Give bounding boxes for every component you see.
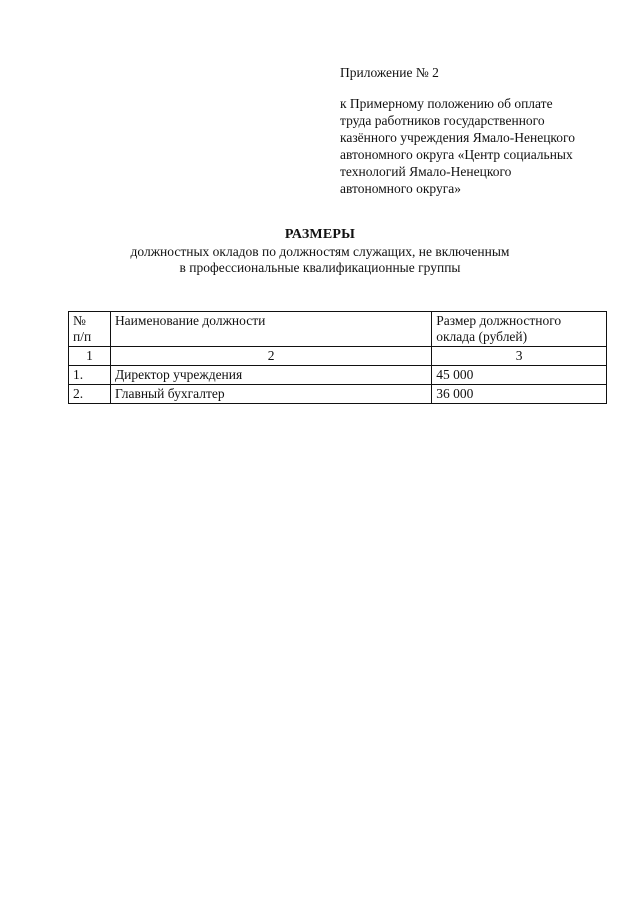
row-salary: 36 000 — [432, 385, 607, 404]
header-cell-position: Наименование должности — [110, 312, 431, 347]
table-row — [69, 385, 607, 404]
row-position: Главный бухгалтер — [110, 385, 431, 404]
header-cell-salary — [432, 312, 607, 347]
row-salary: 45 000 — [432, 366, 607, 385]
document-subtitle-line: должностных окладов по должностям служащих, не включенным — [130, 244, 510, 259]
document-heading — [0, 226, 640, 276]
appendix-line: казённого учреждения Ямало-Ненецкого — [340, 130, 576, 145]
table-index-row — [69, 347, 607, 366]
header-salary-sublabel: оклада (рублей) — [436, 329, 528, 344]
header-salary-label: Размер должностного — [436, 313, 562, 328]
appendix-line: автономного округа» — [340, 181, 461, 196]
appendix-number: Приложение № 2 — [340, 65, 439, 80]
document-subtitle-line: в профессиональные квалификационные группы — [179, 260, 461, 275]
table-header-row — [69, 312, 607, 347]
appendix-reference — [340, 95, 620, 197]
appendix-line: технологий Ямало-Ненецкого — [340, 164, 512, 179]
row-position: Директор учреждения — [110, 366, 431, 385]
appendix-note — [340, 64, 620, 197]
salary-table — [68, 311, 607, 404]
table-row — [69, 366, 607, 385]
document-title: РАЗМЕРЫ — [284, 227, 356, 242]
header-number-sublabel: п/п — [73, 329, 92, 344]
index-cell: 3 — [432, 347, 607, 366]
appendix-line: труда работников государственного — [340, 113, 545, 128]
header-cell-number — [69, 312, 111, 347]
index-cell: 2 — [110, 347, 431, 366]
row-number: 1. — [69, 366, 111, 385]
appendix-line: к Примерному положению об оплате — [340, 96, 553, 111]
header-number-label: № — [73, 313, 86, 328]
appendix-line: автономного округа «Центр социальных — [340, 147, 573, 162]
row-number: 2. — [69, 385, 111, 404]
index-cell: 1 — [69, 347, 111, 366]
